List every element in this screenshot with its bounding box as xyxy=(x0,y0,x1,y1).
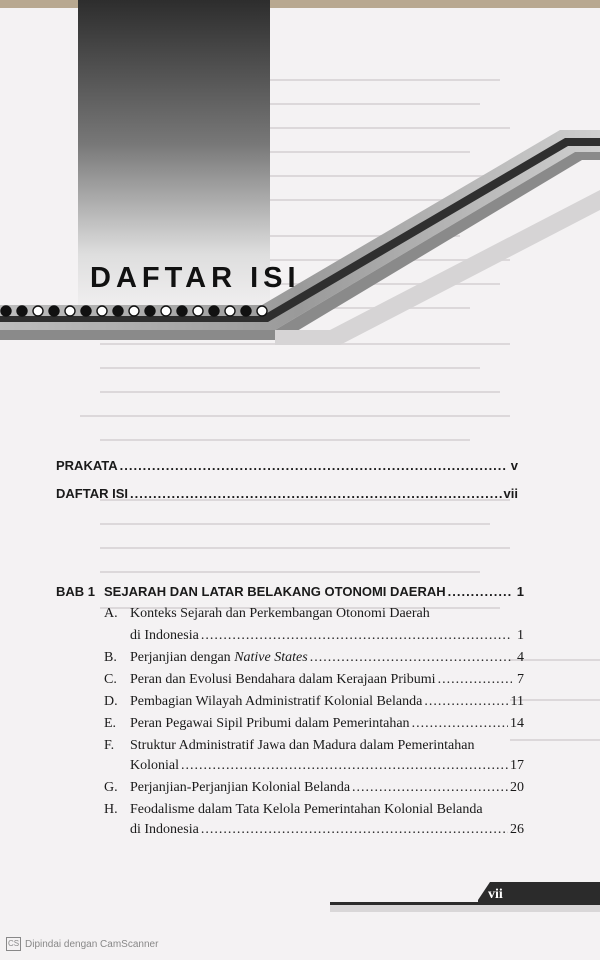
dot-leader xyxy=(130,486,502,501)
dot-leader xyxy=(120,458,506,473)
section-page: 4 xyxy=(517,650,524,665)
section-page: 11 xyxy=(510,694,524,709)
chapter-title: SEJARAH DAN LATAR BELAKANG OTONOMI DAERAH xyxy=(104,584,446,599)
section-title xyxy=(130,650,308,666)
section-title: Perjanjian-Perjanjian Kolonial Belanda xyxy=(130,780,351,795)
toc-entry-section-b[interactable] xyxy=(130,650,524,666)
toc-entry-section-g[interactable] xyxy=(130,780,524,796)
section-page: 14 xyxy=(510,716,524,731)
dot-leader xyxy=(412,716,508,732)
toc-entry-section-a[interactable] xyxy=(130,628,524,644)
toc-entry-section-d[interactable] xyxy=(130,694,524,710)
section-page: 20 xyxy=(510,780,524,795)
section-title-line: Feodalisme dalam Tata Kelola Pemerintahan Kolonial Belanda xyxy=(130,802,483,817)
toc-entry-section-c[interactable] xyxy=(130,672,524,688)
toc-entry-section-h[interactable] xyxy=(130,822,524,838)
dot-leader xyxy=(181,758,508,774)
header-decoration xyxy=(0,0,600,350)
section-title: Pembagian Wilayah Administratif Kolonial Belanda xyxy=(130,694,423,709)
section-letter: F. xyxy=(104,738,115,753)
toc-entry-page: v xyxy=(510,458,518,473)
toc-entry-prakata[interactable] xyxy=(56,458,518,473)
section-page: 1 xyxy=(517,628,524,643)
toc-entry-daftar-isi[interactable] xyxy=(56,486,518,501)
section-title-line: Struktur Administratif Jawa dan Madura dalam Pemerintahan xyxy=(130,738,475,753)
section-title: Peran Pegawai Sipil Pribumi dalam Pemerintahan xyxy=(130,716,410,731)
section-letter: E. xyxy=(104,716,117,731)
section-letter: D. xyxy=(104,694,118,709)
section-letter: C. xyxy=(104,672,117,687)
toc-entry-label: DAFTAR ISI xyxy=(56,486,128,501)
scanner-footer xyxy=(6,937,158,951)
section-title-line: Kolonial xyxy=(130,758,179,773)
page-title: DAFTAR ISI xyxy=(90,262,301,294)
chapter-page: 1 xyxy=(516,584,524,599)
toc-entry-section-e[interactable] xyxy=(130,716,524,732)
chapter-number: BAB 1 xyxy=(56,584,96,599)
section-letter: G. xyxy=(104,780,118,795)
section-page: 7 xyxy=(517,672,524,687)
section-title: Peran dan Evolusi Bendahara dalam Kerajaan Pribumi xyxy=(130,672,436,687)
section-title-line: Konteks Sejarah dan Perkembangan Otonomi Daerah xyxy=(130,606,430,621)
section-title-line: di Indonesia xyxy=(130,822,199,837)
dot-leader xyxy=(424,694,508,710)
dot-leader xyxy=(352,780,508,796)
page-number: vii xyxy=(488,887,503,902)
toc-entry-section-f[interactable] xyxy=(130,758,524,774)
dot-leader xyxy=(310,650,512,666)
section-letter: A. xyxy=(104,606,118,621)
dot-row xyxy=(1,306,267,316)
section-title-plain: Perjanjian dengan xyxy=(130,650,235,665)
camscanner-icon: CS xyxy=(6,937,21,951)
toc-entry-page: vii xyxy=(503,486,518,501)
section-letter: B. xyxy=(104,650,117,665)
section-page: 17 xyxy=(510,758,524,773)
section-letter: H. xyxy=(104,802,118,817)
dot-leader xyxy=(201,822,508,838)
section-page: 26 xyxy=(510,822,524,837)
section-title-italic: Native States xyxy=(234,650,308,665)
toc-entry-label: PRAKATA xyxy=(56,458,118,473)
dot-leader xyxy=(448,584,512,599)
toc-entry-chapter-1[interactable] xyxy=(104,584,524,599)
dot-leader xyxy=(438,672,512,688)
section-title-line: di Indonesia xyxy=(130,628,199,643)
scanner-credit: Dipindai dengan CamScanner xyxy=(25,938,159,950)
dot-leader xyxy=(201,628,512,644)
